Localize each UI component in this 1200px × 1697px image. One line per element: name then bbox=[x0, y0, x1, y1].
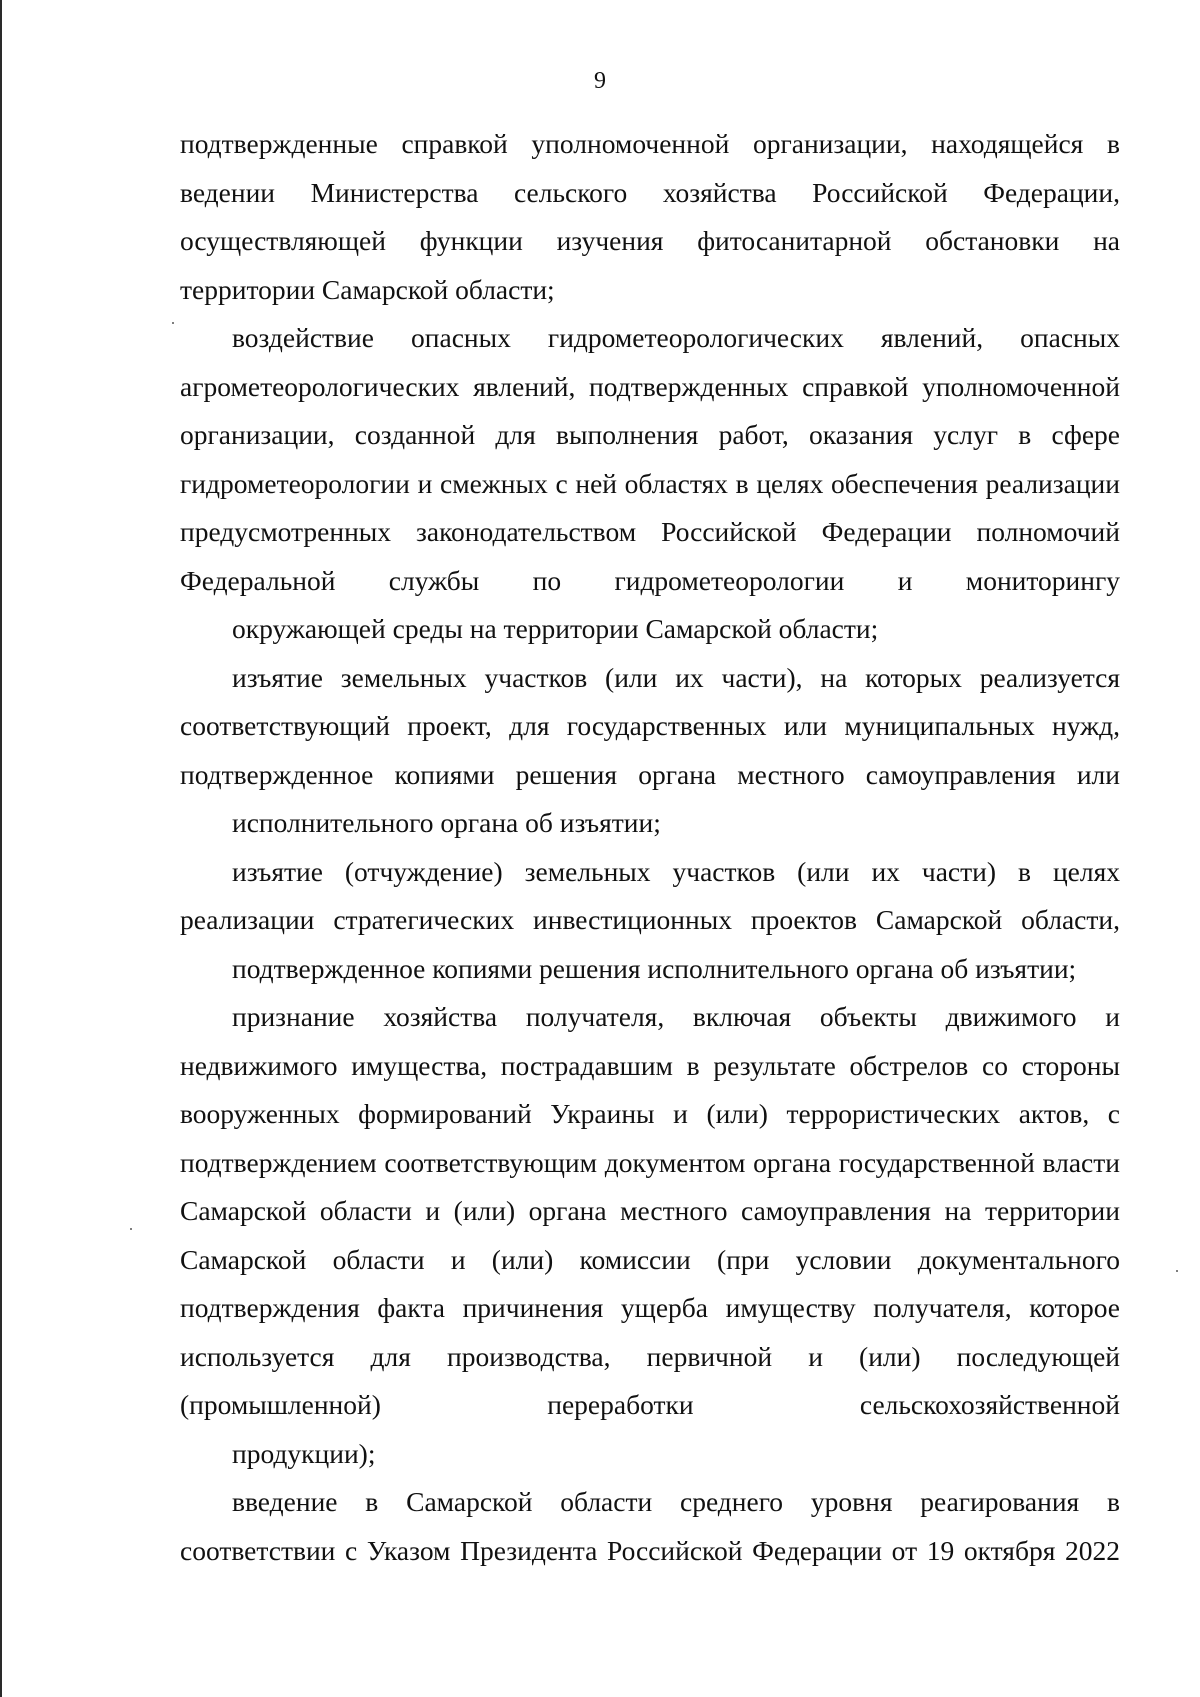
paragraph-last-line: исполнительного органа об изъятии; bbox=[232, 807, 661, 838]
paragraph-last-line: окружающей среды на территории Самарской области; bbox=[232, 613, 879, 644]
paragraph-last-line: территории Самарской области; bbox=[180, 273, 555, 305]
scan-speck bbox=[172, 322, 174, 324]
paragraph-4 bbox=[180, 848, 1120, 994]
scan-speck bbox=[130, 1228, 132, 1230]
paragraph-text: изъятие (отчуждение) земельных участков (или их части) в целях реализации стратегических инвестиционных проектов Самарской области, bbox=[180, 855, 1120, 935]
page-number: 9 bbox=[594, 68, 606, 94]
paragraph-1 bbox=[180, 120, 1120, 314]
paragraph-last-line: подтвержденное копиями решения исполнительного органа об изъятии; bbox=[232, 952, 1077, 984]
paragraph-6 bbox=[180, 1478, 1120, 1575]
paragraph-3 bbox=[180, 654, 1120, 848]
paragraph-last-line: продукции); bbox=[232, 1437, 376, 1469]
paragraph-text: изъятие земельных участков (или их части), на которых реализуется соответствующий проект, для государственных или муниципальных нужд, подтвержденное копиями решения органа местного самоуправления или bbox=[180, 661, 1120, 790]
paragraph-5 bbox=[180, 993, 1120, 1478]
paragraph-text: воздействие опасных гидрометеорологических явлений, опасных агрометеорологических явлений, подтвержденных справкой уполномоченной организации, созданной для выполнения работ, оказания услуг в сфере гидрометеорологии и смежных с ней областях в целях обеспечения реализации предусмотренных законодательством Российской Федерации полномочий Федеральной службы по гидрометеорологии и мониторингу bbox=[180, 322, 1120, 596]
paragraph-text: признание хозяйства получателя, включая объекты движимого и недвижимого имущества, пострадавшим в результате обстрелов со стороны вооруженных формирований Украины и (или) террористических актов, с подтверждением соответствующим документом органа государственной власти Самарской области и (или) органа местного самоуправления на территории Самарской области и (или) комиссии (при условии документального подтверждения факта причинения ущерба имуществу получателя, которое используется для производства, первичной и (или) последующей (промышленной) переработки сельскохозяйственной bbox=[180, 1001, 1120, 1420]
document-body bbox=[180, 120, 1120, 1575]
paragraph-text: введение в Самарской области среднего уровня реагирования в соответствии с Указом Президента Российской Федерации от 19 октября 2022 bbox=[180, 1486, 1120, 1566]
paragraph-text: подтвержденные справкой уполномоченной организации, находящейся в ведении Министерства сельского хозяйства Российской Федерации, осуществляющей функции изучения фитосанитарной обстановки на bbox=[180, 128, 1120, 256]
scan-speck bbox=[1176, 1270, 1178, 1272]
scan-edge-line bbox=[0, 0, 2, 1697]
paragraph-2 bbox=[180, 314, 1120, 654]
